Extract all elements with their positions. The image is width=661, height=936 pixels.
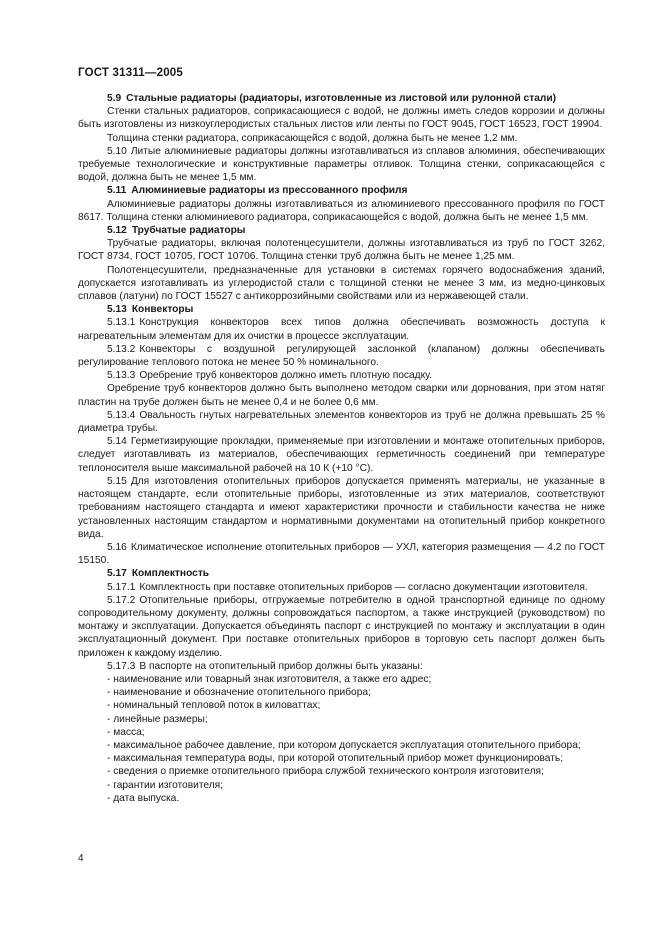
clause-text: - гарантии изготовителя; [107, 779, 224, 791]
clause-number: 5.17.2 [107, 594, 136, 606]
clause-number: 5.17 [107, 568, 127, 580]
clause-text: - максимальная температура воды, при которой отопительный прибор может функционировать; [107, 753, 564, 765]
page-number: 4 [78, 853, 84, 864]
clause-number: 5.17.3 [107, 660, 136, 672]
paragraph [78, 435, 605, 475]
clause-text: Алюминиевые радиаторы из прессованного профиля [131, 185, 408, 197]
paragraph [78, 541, 605, 567]
clause-text: - дата выпуска. [107, 792, 180, 804]
paragraph [78, 765, 605, 778]
paragraph [78, 145, 605, 185]
document-header: ГОСТ 31311—2005 [78, 67, 183, 79]
clause-text: В паспорте на отопительный прибор должны быть указаны: [139, 660, 423, 672]
clause-number: 5.14 [107, 436, 127, 448]
section-heading [78, 92, 605, 105]
clause-text: Литые алюминиевые радиаторы должны изготавливаться из сплавов алюминия, обеспечивающих требуемые технологические и конструктивные параметры отливок. Толщина стенки, соприкасающейся с водой, должна быть не менее 1,5 мм. [78, 145, 605, 184]
paragraph [78, 198, 605, 224]
clause-text: Стенки стальных радиаторов, соприкасающиеся с водой, не должны иметь следов коррозии и должны быть изготовлены из низкоуглеродистых стальных листов или ленты по ГОСТ 9045, ГОСТ 16523, ГОСТ 19904. [78, 106, 605, 131]
clause-number: 5.13 [107, 304, 127, 316]
clause-text: Отопительные приборы, отгружаемые потребителю в одной транспортной единице по одному сопроводительному документу, должны сопровождаться паспортом, а также инструкцией (руководством) по монтажу и эксплуатации. Допускается объединять паспорт с инструкцией по монтажу и эксплуатации в один эксплуатационный документ. При поставке отопительных приборов в торговую сеть паспорт должен быть приложен к каждому изделию. [78, 594, 605, 659]
clause-text: Конвекторы с воздушной регулирующей заслонкой (клапаном) должны обеспечивать регулирование теплового потока не менее 50 % номинального. [78, 343, 605, 369]
paragraph [78, 699, 605, 712]
paragraph [78, 581, 605, 594]
paragraph [78, 752, 605, 765]
paragraph [78, 726, 605, 739]
paragraph [78, 739, 605, 752]
paragraph [78, 237, 605, 263]
clause-text: Комплектность при поставке отопительных приборов — согласно документации изготовителя. [139, 581, 588, 593]
clause-text: - максимальное рабочее давление, при котором допускается эксплуатация отопительного прибора; [107, 739, 581, 751]
clause-text: Овальность гнутых нагревательных элементов конвекторов из труб не должна превышать 25 % диаметра трубы. [78, 409, 605, 435]
paragraph [78, 779, 605, 792]
clause-text: - сведения о приемке отопительного прибора службой технического контроля изготовителя; [107, 766, 544, 778]
section-heading [78, 567, 605, 580]
clause-text: Конструкция конвекторов всех типов должна обеспечивать возможность доступа к нагревательным элементам для их очистки в процессе эксплуатации. [78, 317, 605, 342]
paragraph [78, 369, 605, 382]
clause-number: 5.10 [107, 145, 127, 157]
clause-number: 5.13.4 [107, 409, 136, 421]
clause-number: 5.17.1 [107, 581, 136, 593]
paragraph [78, 475, 605, 541]
clause-text: Конвекторы [131, 304, 194, 316]
clause-number: 5.16 [107, 541, 127, 553]
clause-text: Толщина стенки радиатора, соприкасающейся с водой, должна быть не менее 1,2 мм. [107, 132, 518, 144]
paragraph [78, 264, 605, 304]
paragraph [78, 792, 605, 805]
clause-number: 5.15 [107, 475, 127, 487]
clause-text: Полотенцесушители, предназначенные для установки в системах горячего водоснабжения зданий, допускается изготавливать из углеродистой стали с толщиной стенки не менее 3 мм, из медно-цинковых сплавов (латуни) по ГОСТ 15527 с антикоррозийными свойствами или из нержавеющей стали. [78, 264, 605, 303]
paragraph [78, 382, 605, 408]
clause-text: Трубчатые радиаторы, включая полотенцесушители, должны изготавливаться из труб по ГОСТ 3262, ГОСТ 8734, ГОСТ 10705, ГОСТ 10706. Толщина стенки труб должна быть не менее 1,25 мм. [78, 238, 605, 263]
clause-text: Трубчатые радиаторы [131, 225, 246, 237]
clause-text: - линейные размеры; [107, 713, 208, 725]
clause-text: - масса; [107, 726, 145, 738]
clause-number: 5.13.3 [107, 370, 136, 382]
clause-text: Стальные радиаторы (радиаторы, изготовленные из листовой или рулонной стали) [126, 93, 556, 104]
paragraph [78, 660, 605, 673]
clause-number: 5.9 [107, 93, 122, 104]
clause-text: - наименование и обозначение отопительного прибора; [107, 687, 371, 699]
clause-text: - наименование или товарный знак изготовителя, а также его адрес; [107, 673, 432, 685]
paragraph [78, 713, 605, 726]
paragraph [78, 594, 605, 660]
clause-text: - номинальный тепловой поток в киловаттах; [107, 700, 321, 712]
clause-text: Герметизирующие прокладки, применяемые при изготовлении и монтаже отопительных приборов, следует изготавливать из материалов, обеспечивающих герметичность соединений при температуре теплоносителя выше максимальной рабочей на 10 К (+10 °С). [78, 436, 605, 474]
paragraph [78, 105, 605, 131]
document-body [78, 92, 605, 805]
clause-text: Оребрение труб конвекторов должно быть выполнено методом сварки или дорнования, при этом натяг пластин на трубе должен быть не менее 0,4 и не более 0,6 мм. [78, 383, 605, 408]
paragraph [78, 686, 605, 699]
paragraph [78, 673, 605, 686]
paragraph [78, 409, 605, 435]
clause-number: 5.13.2 [107, 343, 136, 355]
section-heading [78, 184, 605, 197]
clause-text: Климатическое исполнение отопительных приборов — УХЛ, категория размещения — 4.2 по ГОСТ 15150. [78, 541, 605, 567]
section-heading [78, 303, 605, 316]
clause-text: Алюминиевые радиаторы должны изготавливаться из алюминиевого прессованного профиля по ГОСТ 8617. Толщина стенки алюминиевого радиатора, соприкасающейся с водой, должна быть не менее 1,5 мм. [78, 198, 605, 223]
clause-text: Комплектность [131, 568, 210, 580]
clause-number: 5.13.1 [107, 317, 136, 329]
clause-number: 5.12 [107, 225, 127, 237]
clause-number: 5.11 [107, 185, 127, 197]
clause-text: Оребрение труб конвекторов должно иметь плотную посадку. [139, 370, 433, 382]
section-heading [78, 224, 605, 237]
clause-text: Для изготовления отопительных приборов допускается применять материалы, не указанные в настоящем стандарте, если отопительные приборы, изготовленные из этих материалов, соответствуют требованиям настоящего стандарта и имеют характеристики прочности и стабильности качества не ниже установленных настоящим стандартом и нормативными документами на отопительный прибор конкретного вида. [78, 475, 605, 540]
paragraph [78, 343, 605, 369]
paragraph [78, 132, 605, 145]
paragraph [78, 316, 605, 342]
